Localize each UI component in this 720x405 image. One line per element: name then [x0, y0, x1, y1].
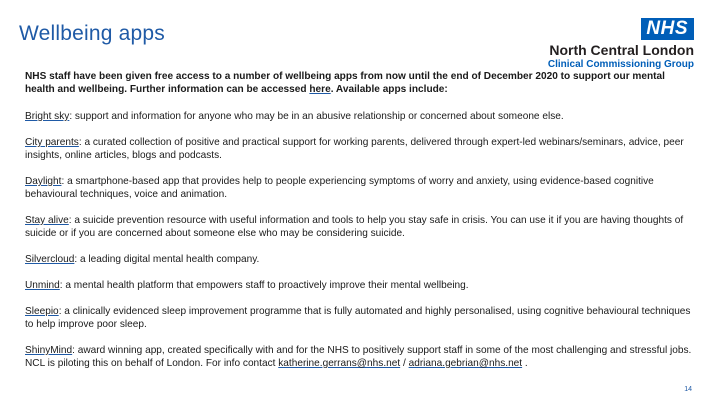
app-item-city-parents [25, 136, 695, 162]
app-item-shinymind [25, 344, 695, 370]
app-link[interactable]: Silvercloud [25, 254, 75, 265]
app-description: : a curated collection of positive and practical support for working parents, delivered through expert-led webinars/seminars, advice, peer insights, online articles, blogs and podcasts. [25, 137, 684, 161]
app-item-daylight [25, 175, 695, 201]
app-item-unmind [25, 279, 695, 292]
nhs-logo-mark: NHS [641, 18, 694, 40]
app-link[interactable]: Bright sky [25, 111, 70, 122]
page-title: Wellbeing apps [19, 22, 166, 45]
org-subtitle: Clinical Commissioning Group [547, 59, 694, 70]
app-description: : a leading digital mental health company. [74, 254, 260, 265]
here-link[interactable]: here [309, 84, 331, 95]
app-description: : support and information for anyone who may be in an abusive relationship or concerned about someone else. [69, 111, 564, 122]
app-description: : a clinically evidenced sleep improvement programme that is fully automated and highly personalised, using cognitive behavioural techniques to help improve poor sleep. [25, 306, 691, 330]
sentence-end: . [522, 358, 528, 369]
app-description: : award winning app, created specifically with and for the NHS to positively support staff in some of the most challenging and stressful jobs. NCL is piloting this on behalf of London. For info contact [25, 345, 692, 369]
app-item-sleepio [25, 305, 695, 331]
app-link[interactable]: Daylight [25, 176, 62, 187]
intro-text-end: . Available apps include: [330, 84, 448, 95]
org-name: North Central London [549, 42, 694, 58]
app-link[interactable]: City parents [25, 137, 79, 148]
page-number: 14 [684, 386, 692, 393]
app-link[interactable]: Stay alive [25, 215, 69, 226]
separator: / [400, 358, 409, 369]
app-link[interactable]: ShinyMind [25, 345, 73, 356]
app-item-bright-sky [25, 110, 695, 123]
app-link[interactable]: Unmind [25, 280, 60, 291]
app-item-silvercloud [25, 253, 695, 266]
app-description: : a suicide prevention resource with useful information and tools to help you stay safe in crisis. You can use it if you are having thoughts of suicide or if you are concerned about someone else who may be considering suicide. [25, 215, 684, 239]
app-description: : a smartphone-based app that provides help to people experiencing symptoms of worry and anxiety, using evidence-based cognitive behavioural techniques, voice and animation. [25, 176, 654, 200]
email-link[interactable]: adriana.gebrian@nhs.net [408, 358, 523, 369]
app-link[interactable]: Sleepio [25, 306, 59, 317]
intro-text: NHS staff have been given free access to a number of wellbeing apps from now until the end of December 2020 to support our mental health and wellbeing. Further information can be accessed [25, 71, 665, 95]
email-link[interactable]: katherine.gerrans@nhs.net [278, 358, 401, 369]
app-description: : a mental health platform that empowers staff to proactively improve their mental wellbeing. [59, 280, 469, 291]
intro-paragraph [25, 70, 695, 96]
main-content [25, 70, 695, 383]
app-item-stay-alive [25, 214, 695, 240]
